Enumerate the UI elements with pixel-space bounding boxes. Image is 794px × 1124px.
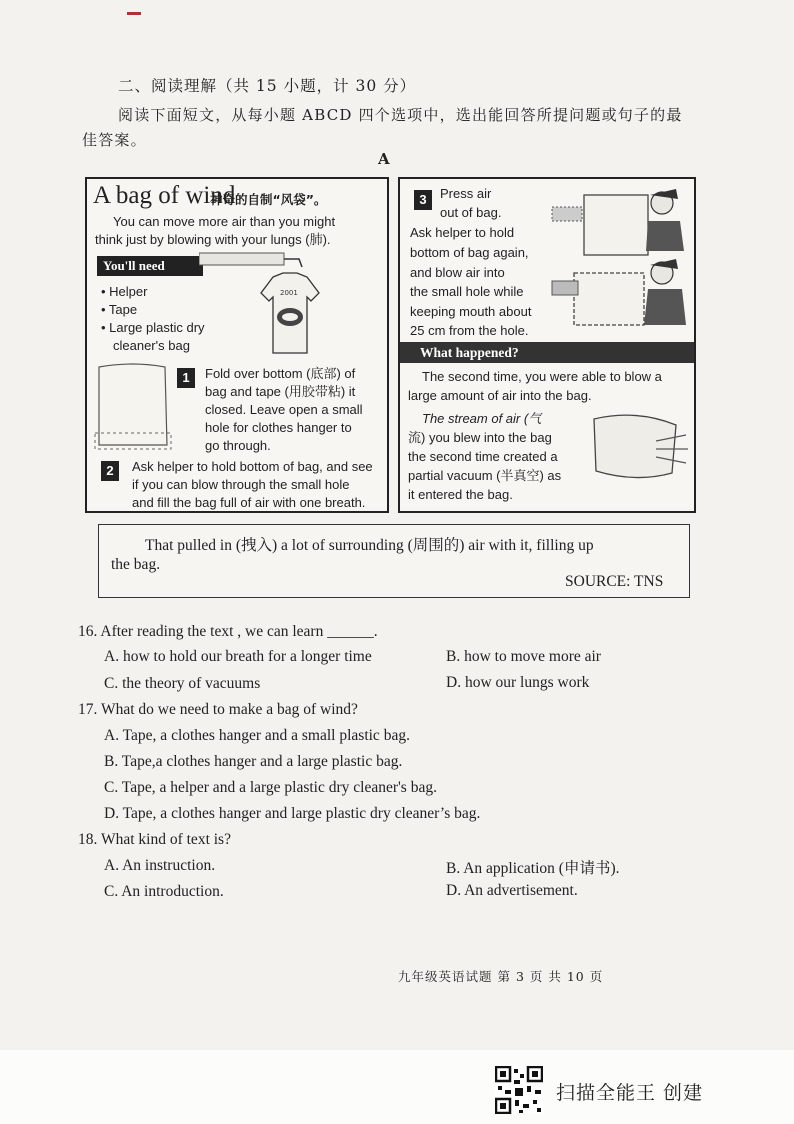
step1-line1: Fold over bottom (底部) of xyxy=(205,366,356,381)
what-happened-banner xyxy=(400,342,694,363)
q17-option-b: B. Tape,a clothes hanger and a large plastic bag. xyxy=(104,753,403,770)
instructions-line2: 佳答案。 xyxy=(82,131,147,149)
stream-line3: the second time created a xyxy=(408,449,558,464)
step1-line2: bag and tape (用胶带粘) it xyxy=(205,384,356,399)
article-title: A bag of wind xyxy=(93,182,236,209)
bag-illustration xyxy=(93,363,173,455)
need-tape: • Tape xyxy=(101,302,138,317)
source-credit: SOURCE: TNS xyxy=(565,573,664,590)
passage-label: A xyxy=(378,150,390,168)
happened-line1: The second time, you were able to blow a xyxy=(422,369,662,384)
q17-option-c: C. Tape, a helper and a large plastic dry cleaner's bag. xyxy=(104,779,437,796)
what-happened-label: What happened? xyxy=(420,345,519,360)
q18-option-c: C. An introduction. xyxy=(104,883,224,900)
step3-line5: and blow air into xyxy=(410,265,505,280)
q17-option-d: D. Tape, a clothes hanger and large plastic dry cleaner’s bag. xyxy=(104,805,481,822)
need-helper: • Helper xyxy=(101,284,148,299)
step2-line2: if you can blow through the small hole xyxy=(132,477,350,492)
article-title-cn: 神奇的自制“风袋”。 xyxy=(210,192,327,207)
step1-line3: closed. Leave open a small xyxy=(205,402,363,417)
stream-line4: partial vacuum (半真空) as xyxy=(408,468,562,483)
tshirt-illustration xyxy=(259,271,321,357)
q17-stem: 17. What do we need to make a bag of wind? xyxy=(78,701,358,718)
box-line2: the bag. xyxy=(111,556,161,573)
page-footer: 九年级英语试题 第 3 页 共 10 页 xyxy=(398,969,604,984)
q18-stem: 18. What kind of text is? xyxy=(78,831,231,848)
step3-line6: the small hole while xyxy=(410,284,524,299)
air-stream-illustration xyxy=(586,411,690,483)
q16-option-d: D. how our lungs work xyxy=(446,674,590,691)
q16-option-b: B. how to move more air xyxy=(446,648,601,665)
need-bag: • Large plastic dry xyxy=(101,320,205,335)
article-left-panel xyxy=(85,177,389,513)
q18-option-b: B. An application (申请书). xyxy=(446,860,620,877)
box-line1: That pulled in (拽入) a lot of surrounding (周围的) air with it, filling up xyxy=(145,537,594,554)
step1-line4: hole for clothes hanger to xyxy=(205,420,352,435)
q16-option-c: C. the theory of vacuums xyxy=(104,675,261,692)
intro-line1: You can move more air than you might xyxy=(113,214,336,229)
section-title: 二、阅读理解（共 15 小题，计 30 分） xyxy=(118,77,417,95)
step2-badge: 2 xyxy=(101,461,119,481)
q18-option-a: A. An instruction. xyxy=(104,857,216,874)
q18-option-d: D. An advertisement. xyxy=(446,882,578,899)
scanner-label: 扫描全能王 创建 xyxy=(556,1082,704,1104)
q16-option-a: A. how to hold our breath for a longer time xyxy=(104,648,372,665)
need-badge: You'll need xyxy=(97,256,203,276)
step3-badge: 3 xyxy=(414,190,432,210)
blowing-illustration xyxy=(550,185,690,337)
source-box xyxy=(98,524,690,598)
instructions-line1: 阅读下面短文，从每小题 ABCD 四个选项中，选出能回答所提问题或句子的最 xyxy=(118,106,683,124)
stream-line1: The stream of air (气 xyxy=(422,411,542,426)
article-right-panel xyxy=(398,177,696,513)
step3-line4: bottom of bag again, xyxy=(410,245,529,260)
step3-line2: out of bag. xyxy=(440,205,502,220)
step1-badge: 1 xyxy=(177,368,195,388)
step3-line8: 25 cm from the hole. xyxy=(410,323,529,338)
intro-line2: think just by blowing with your lungs (肺). xyxy=(95,232,331,247)
stream-line2: 流) you blew into the bag xyxy=(408,430,552,445)
step2-line3: and fill the bag full of air with one breath. xyxy=(132,495,366,510)
q17-option-a: A. Tape, a clothes hanger and a small plastic bag. xyxy=(104,727,410,744)
step3-line7: keeping mouth about xyxy=(410,304,532,319)
step2-line1: Ask helper to hold bottom of bag, and see xyxy=(132,459,373,474)
step3-line1: Press air xyxy=(440,186,492,201)
qr-code-icon xyxy=(495,1066,543,1114)
stream-line5: it entered the bag. xyxy=(408,487,513,502)
top-mark xyxy=(127,12,141,15)
step3-line3: Ask helper to hold xyxy=(410,225,515,240)
tshirt-text: 2001 xyxy=(280,289,298,297)
q16-stem: 16. After reading the text , we can learn ______. xyxy=(78,623,378,640)
happened-line2: large amount of air into the bag. xyxy=(408,388,592,403)
need-bag-cont: cleaner's bag xyxy=(113,338,190,353)
step1-line5: go through. xyxy=(205,438,271,453)
